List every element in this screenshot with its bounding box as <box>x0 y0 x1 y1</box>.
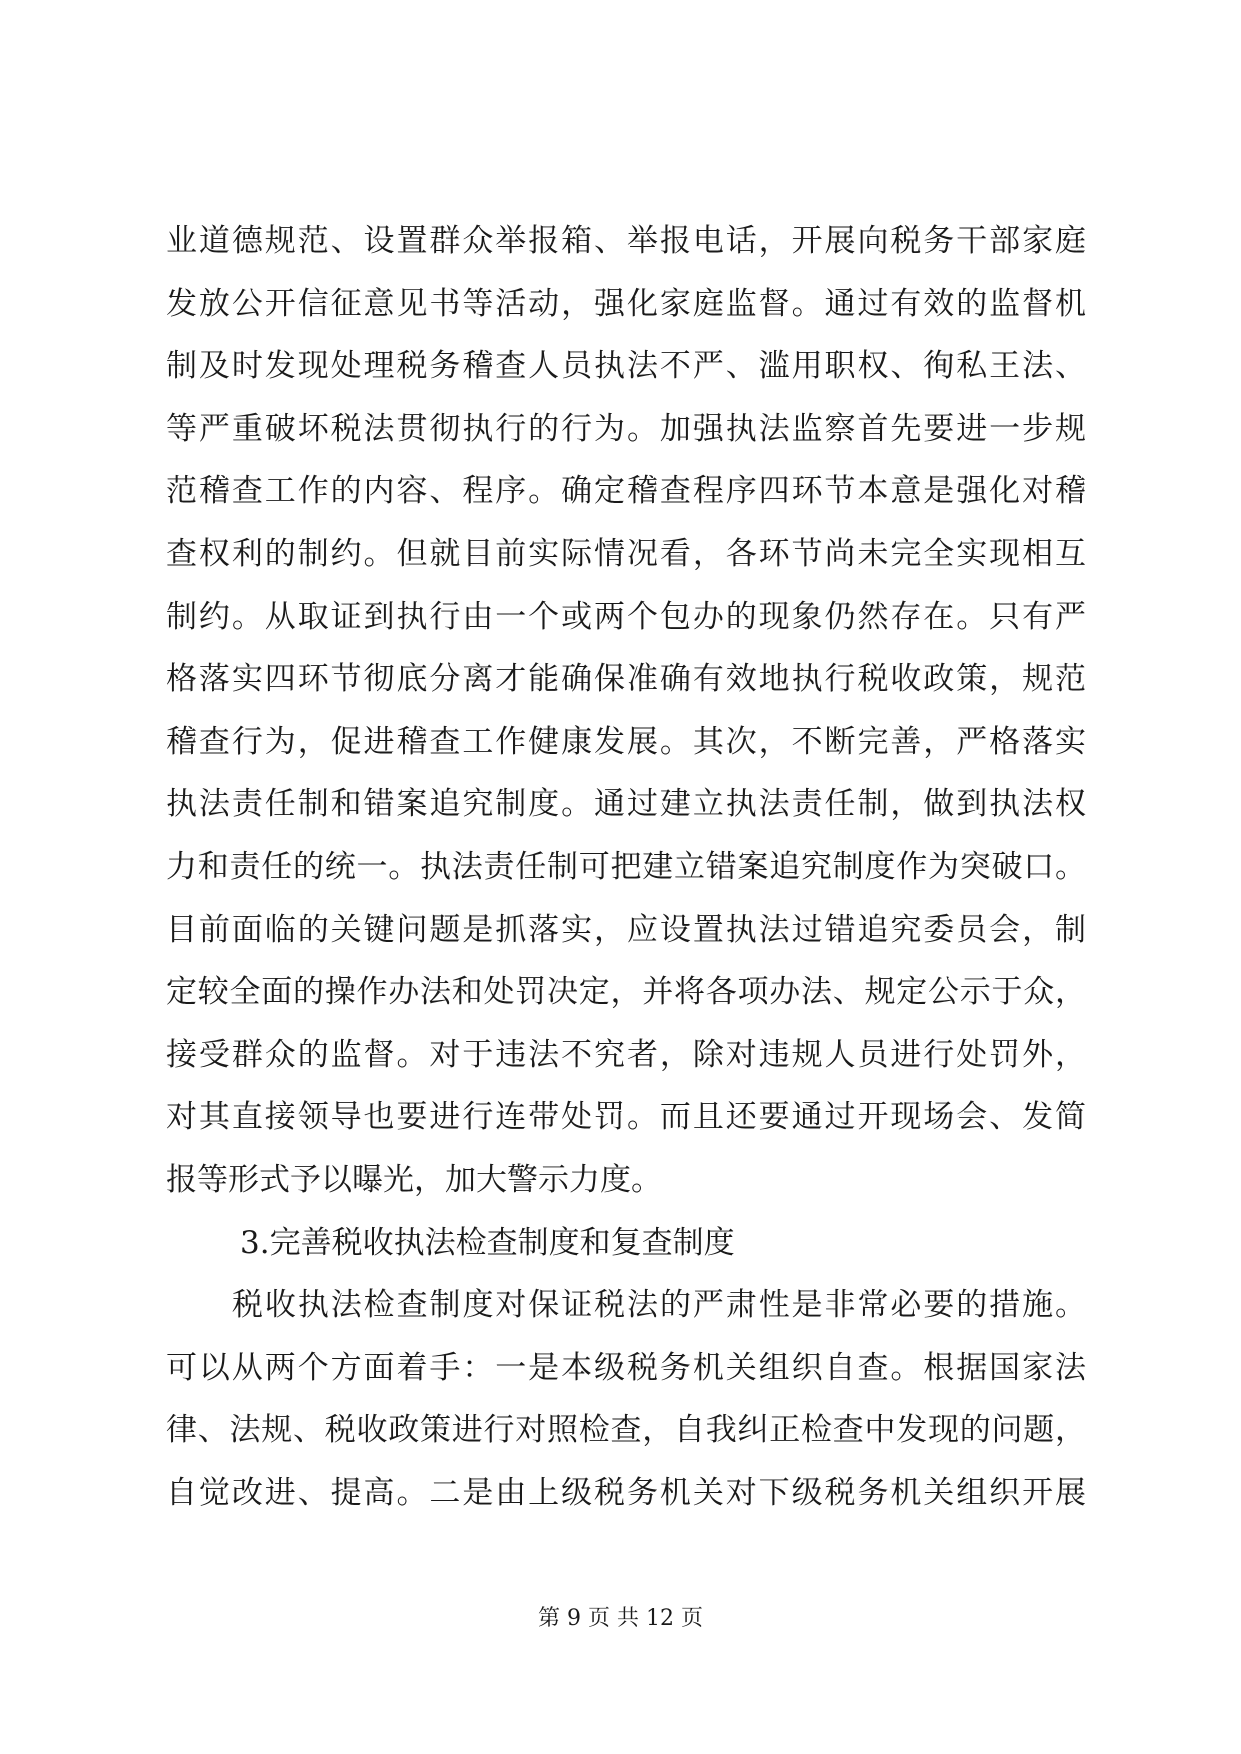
text-line: 制及时发现处理税务稽查人员执法不严、滥用职权、徇私王法、 <box>166 348 1086 385</box>
text-line: 对其直接领导也要进行连带处罚。而且还要通过开现场会、发简 <box>166 1099 1086 1136</box>
text-line: 报等形式予以曝光，加大警示力度。 <box>166 1161 662 1198</box>
body-text <box>166 210 1086 1524</box>
text-line: 制约。从取证到执行由一个或两个包办的现象仍然存在。只有严 <box>166 598 1086 635</box>
section-heading: 3.完善税收执法检查制度和复查制度 <box>240 1224 735 1261</box>
text-line: 稽查行为，促进稽查工作健康发展。其次，不断完善，严格落实 <box>166 723 1086 760</box>
text-line: 接受群众的监督。对于违法不究者，除对违规人员进行处罚外， <box>166 1036 1086 1073</box>
text-line: 税收执法检查制度对保证税法的严肃性是非常必要的措施。 <box>232 1287 1086 1324</box>
text-line: 范稽查工作的内容、程序。确定稽查程序四环节本意是强化对稽 <box>166 473 1086 510</box>
text-line: 执法责任制和错案追究制度。通过建立执法责任制，做到执法权 <box>166 786 1086 823</box>
text-line: 业道德规范、设置群众举报箱、举报电话，开展向税务干部家庭 <box>166 223 1086 259</box>
text-line: 定较全面的操作办法和处罚决定，并将各项办法、规定公示于众， <box>166 974 1086 1011</box>
text-line: 格落实四环节彻底分离才能确保准确有效地执行税收政策，规范 <box>166 661 1086 698</box>
text-line: 律、法规、税收政策进行对照检查，自我纠正检查中发现的问题， <box>166 1412 1086 1449</box>
text-line: 自觉改进、提高。二是由上级税务机关对下级税务机关组织开展 <box>166 1474 1086 1511</box>
text-line: 等严重破坏税法贯彻执行的行为。加强执法监察首先要进一步规 <box>166 410 1086 447</box>
text-line: 目前面临的关键问题是抓落实，应设置执法过错追究委员会，制 <box>166 911 1086 948</box>
text-line: 力和责任的统一。执法责任制可把建立错案追究制度作为突破口。 <box>166 848 1086 885</box>
text-line: 发放公开信征意见书等活动，强化家庭监督。通过有效的监督机 <box>166 285 1086 322</box>
page-footer: 第 9 页 共 12 页 <box>538 1606 703 1631</box>
text-line: 查权利的制约。但就目前实际情况看，各环节尚未完全实现相互 <box>166 535 1086 572</box>
text-line: 可以从两个方面着手：一是本级税务机关组织自查。根据国家法 <box>166 1349 1086 1386</box>
